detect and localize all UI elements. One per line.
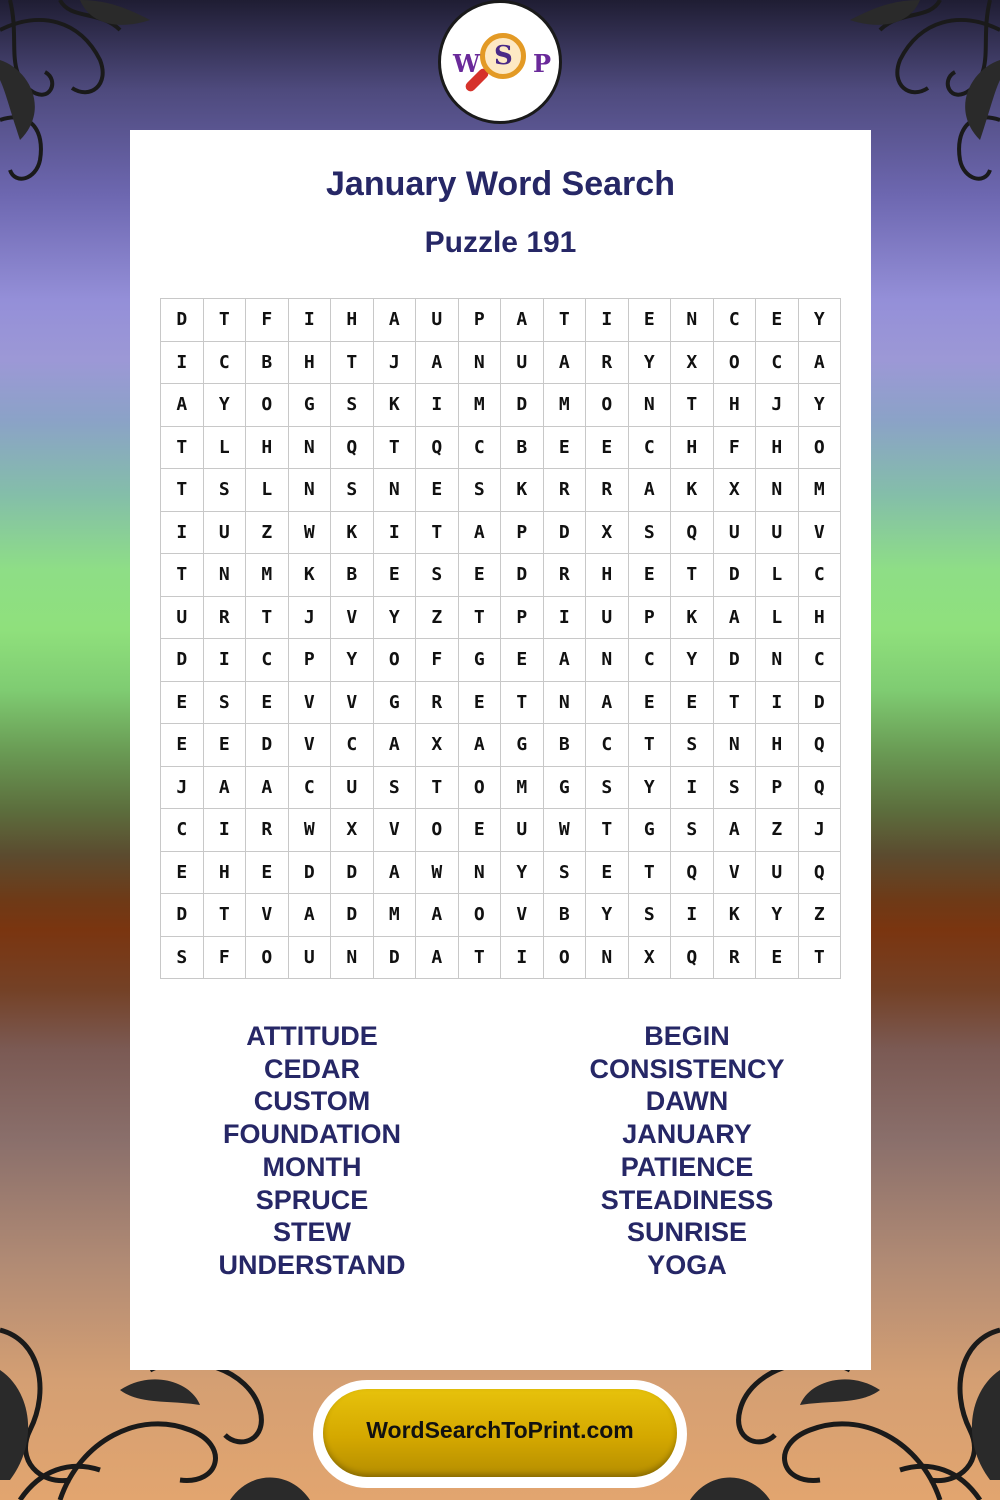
grid-cell[interactable]: A (289, 894, 332, 937)
grid-cell[interactable]: Y (671, 639, 714, 682)
grid-cell[interactable]: E (246, 852, 289, 895)
grid-cell[interactable]: F (246, 299, 289, 342)
grid-cell[interactable]: T (161, 469, 204, 512)
grid-cell[interactable]: A (416, 342, 459, 385)
grid-cell[interactable]: I (501, 937, 544, 980)
grid-cell[interactable]: D (374, 937, 417, 980)
grid-cell[interactable]: T (459, 597, 502, 640)
grid-cell[interactable]: I (416, 384, 459, 427)
grid-cell[interactable]: C (459, 427, 502, 470)
grid-cell[interactable]: A (204, 767, 247, 810)
logo-letter-s: S (494, 41, 513, 71)
grid-cell[interactable]: E (204, 724, 247, 767)
word-list-item: DAWN (645, 1086, 729, 1117)
grid-cell[interactable]: A (374, 724, 417, 767)
grid-cell[interactable]: C (799, 554, 842, 597)
grid-cell[interactable]: N (204, 554, 247, 597)
grid-cell[interactable]: Y (501, 852, 544, 895)
grid-cell[interactable]: W (416, 852, 459, 895)
grid-cell[interactable]: Y (799, 384, 842, 427)
grid-cell[interactable]: I (544, 597, 587, 640)
grid-cell[interactable]: N (629, 384, 672, 427)
grid-cell[interactable]: E (501, 639, 544, 682)
grid-cell[interactable]: E (629, 554, 672, 597)
grid-cell[interactable]: T (331, 342, 374, 385)
word-list-item: YOGA (647, 1249, 727, 1280)
grid-cell[interactable]: C (799, 639, 842, 682)
grid-cell[interactable]: Y (756, 894, 799, 937)
grid-cell[interactable]: M (799, 469, 842, 512)
grid-cell[interactable]: H (204, 852, 247, 895)
grid-cell[interactable]: S (544, 852, 587, 895)
grid-cell[interactable]: H (671, 427, 714, 470)
grid-cell[interactable]: E (586, 427, 629, 470)
grid-cell[interactable]: S (629, 512, 672, 555)
grid-cell[interactable]: D (246, 724, 289, 767)
grid-cell[interactable]: D (544, 512, 587, 555)
grid-cell[interactable]: F (416, 639, 459, 682)
grid-cell[interactable]: Y (204, 384, 247, 427)
grid-cell[interactable]: X (671, 342, 714, 385)
grid-cell[interactable]: Y (331, 639, 374, 682)
puzzle-number: Puzzle 191 (424, 226, 577, 259)
grid-cell[interactable]: H (756, 427, 799, 470)
grid-cell[interactable]: N (714, 724, 757, 767)
grid-cell[interactable]: S (161, 937, 204, 980)
grid-cell[interactable]: B (501, 427, 544, 470)
grid-cell[interactable]: T (629, 852, 672, 895)
grid-cell[interactable]: J (799, 809, 842, 852)
grid-cell[interactable]: G (501, 724, 544, 767)
grid-cell[interactable]: O (246, 937, 289, 980)
grid-cell[interactable]: E (629, 299, 672, 342)
grid-cell[interactable]: T (161, 427, 204, 470)
word-list-left (127, 1020, 497, 1282)
grid-cell[interactable]: R (586, 342, 629, 385)
page-title: January Word Search (326, 165, 675, 203)
grid-cell[interactable]: N (459, 342, 502, 385)
grid-cell[interactable]: N (756, 639, 799, 682)
grid-cell[interactable]: K (331, 512, 374, 555)
grid-cell[interactable]: G (289, 384, 332, 427)
grid-cell[interactable]: T (629, 724, 672, 767)
grid-cell[interactable]: U (331, 767, 374, 810)
grid-cell[interactable]: Y (799, 299, 842, 342)
grid-cell[interactable]: U (501, 809, 544, 852)
grid-cell[interactable]: E (756, 299, 799, 342)
word-list-item: STEW (273, 1217, 351, 1248)
grid-cell[interactable]: P (756, 767, 799, 810)
grid-cell[interactable]: E (586, 852, 629, 895)
grid-cell[interactable]: P (501, 512, 544, 555)
grid-cell[interactable]: T (374, 427, 417, 470)
grid-cell[interactable]: E (161, 724, 204, 767)
grid-cell[interactable]: D (501, 554, 544, 597)
word-list-item: SPRUCE (255, 1184, 369, 1215)
grid-cell[interactable]: M (374, 894, 417, 937)
grid-cell[interactable]: I (161, 512, 204, 555)
grid-cell[interactable]: T (501, 682, 544, 725)
grid-cell[interactable]: R (586, 469, 629, 512)
grid-cell[interactable]: I (161, 342, 204, 385)
grid-cell[interactable]: Q (671, 937, 714, 980)
grid-cell[interactable]: Z (756, 809, 799, 852)
grid-cell[interactable]: E (416, 469, 459, 512)
grid-cell[interactable]: S (204, 682, 247, 725)
grid-cell[interactable]: S (416, 554, 459, 597)
grid-cell[interactable]: T (799, 937, 842, 980)
word-list-item: FOUNDATION (223, 1119, 401, 1150)
grid-cell[interactable]: H (586, 554, 629, 597)
grid-cell[interactable]: B (544, 724, 587, 767)
grid-cell[interactable]: M (501, 767, 544, 810)
grid-cell[interactable]: N (544, 682, 587, 725)
grid-cell[interactable]: U (501, 342, 544, 385)
grid-cell[interactable]: V (331, 597, 374, 640)
grid-cell[interactable]: G (629, 809, 672, 852)
grid-cell[interactable]: N (374, 469, 417, 512)
grid-cell[interactable]: Q (671, 512, 714, 555)
grid-cell[interactable]: D (799, 682, 842, 725)
grid-cell[interactable]: D (289, 852, 332, 895)
grid-cell[interactable]: U (756, 512, 799, 555)
grid-cell[interactable]: S (714, 767, 757, 810)
grid-cell[interactable]: N (331, 937, 374, 980)
grid-cell[interactable]: X (586, 512, 629, 555)
grid-cell[interactable]: L (246, 469, 289, 512)
grid-cell[interactable]: Y (586, 894, 629, 937)
grid-cell[interactable]: S (671, 809, 714, 852)
grid-cell[interactable]: C (161, 809, 204, 852)
grid-cell[interactable]: T (586, 809, 629, 852)
grid-cell[interactable]: Z (416, 597, 459, 640)
grid-cell[interactable]: G (544, 767, 587, 810)
grid-cell[interactable]: D (714, 554, 757, 597)
grid-cell[interactable]: N (756, 469, 799, 512)
grid-cell[interactable]: C (629, 639, 672, 682)
grid-cell[interactable]: I (204, 809, 247, 852)
grid-cell[interactable]: P (289, 639, 332, 682)
grid-cell[interactable]: T (671, 554, 714, 597)
grid-cell[interactable]: S (629, 894, 672, 937)
grid-cell[interactable]: E (459, 682, 502, 725)
grid-cell[interactable]: N (671, 299, 714, 342)
grid-cell[interactable]: I (374, 512, 417, 555)
grid-cell[interactable]: E (246, 682, 289, 725)
grid-cell[interactable]: R (544, 554, 587, 597)
grid-cell[interactable]: O (586, 384, 629, 427)
grid-cell[interactable]: H (799, 597, 842, 640)
word-list-item: STEADINESS (600, 1184, 774, 1215)
grid-cell[interactable]: S (459, 469, 502, 512)
grid-cell[interactable]: L (756, 597, 799, 640)
grid-cell[interactable]: N (289, 469, 332, 512)
grid-cell[interactable]: Q (799, 767, 842, 810)
grid-cell[interactable]: C (331, 724, 374, 767)
grid-cell[interactable]: A (374, 299, 417, 342)
grid-cell[interactable]: U (714, 512, 757, 555)
grid-cell[interactable]: I (289, 299, 332, 342)
grid-cell[interactable]: Y (629, 342, 672, 385)
grid-cell[interactable]: R (204, 597, 247, 640)
grid-cell[interactable]: K (289, 554, 332, 597)
grid-cell[interactable]: A (714, 597, 757, 640)
grid-cell[interactable]: G (374, 682, 417, 725)
grid-cell[interactable]: Y (629, 767, 672, 810)
grid-cell[interactable]: Q (799, 852, 842, 895)
grid-cell[interactable]: Q (671, 852, 714, 895)
grid-cell[interactable]: A (544, 639, 587, 682)
grid-cell[interactable]: E (629, 682, 672, 725)
grid-cell[interactable]: V (714, 852, 757, 895)
logo-letter-p: P (533, 49, 552, 78)
grid-cell[interactable]: O (544, 937, 587, 980)
grid-cell[interactable]: W (289, 809, 332, 852)
grid-cell[interactable]: O (246, 384, 289, 427)
grid-cell[interactable]: M (459, 384, 502, 427)
grid-cell[interactable]: C (289, 767, 332, 810)
grid-cell[interactable]: U (416, 299, 459, 342)
grid-cell[interactable]: Y (374, 597, 417, 640)
grid-cell[interactable]: H (246, 427, 289, 470)
grid-cell[interactable]: J (161, 767, 204, 810)
grid-cell[interactable]: S (331, 469, 374, 512)
grid-cell[interactable]: Z (246, 512, 289, 555)
grid-cell[interactable]: C (629, 427, 672, 470)
grid-cell[interactable]: D (161, 639, 204, 682)
grid-cell[interactable]: U (204, 512, 247, 555)
word-list-item: UNDERSTAND (218, 1249, 406, 1280)
grid-cell[interactable]: S (331, 384, 374, 427)
website-link[interactable]: WordSearchToPrint.com (366, 1417, 634, 1443)
grid-cell[interactable]: V (289, 724, 332, 767)
grid-cell[interactable]: B (544, 894, 587, 937)
grid-cell[interactable]: I (586, 299, 629, 342)
grid-cell[interactable]: A (416, 894, 459, 937)
grid-cell[interactable]: R (714, 937, 757, 980)
grid-cell[interactable]: X (416, 724, 459, 767)
grid-cell[interactable]: H (289, 342, 332, 385)
grid-cell[interactable]: H (331, 299, 374, 342)
grid-cell[interactable]: E (756, 937, 799, 980)
grid-cell[interactable]: Q (799, 724, 842, 767)
grid-cell[interactable]: N (586, 937, 629, 980)
grid-cell[interactable]: L (204, 427, 247, 470)
grid-cell[interactable]: Q (331, 427, 374, 470)
grid-cell[interactable]: E (459, 809, 502, 852)
grid-cell[interactable]: A (629, 469, 672, 512)
grid-cell[interactable]: V (799, 512, 842, 555)
grid-cell[interactable]: C (756, 342, 799, 385)
grid-cell[interactable]: A (799, 342, 842, 385)
grid-cell[interactable]: W (544, 809, 587, 852)
grid-cell[interactable]: T (204, 894, 247, 937)
grid-cell[interactable]: E (459, 554, 502, 597)
grid-cell[interactable]: C (714, 299, 757, 342)
grid-cell[interactable]: A (714, 809, 757, 852)
grid-cell[interactable]: D (161, 299, 204, 342)
grid-cell[interactable]: J (374, 342, 417, 385)
grid-cell[interactable]: A (246, 767, 289, 810)
word-list-item: SUNRISE (626, 1217, 748, 1248)
grid-cell[interactable]: A (459, 512, 502, 555)
grid-cell[interactable]: M (246, 554, 289, 597)
letter-grid (160, 298, 841, 979)
grid-cell[interactable]: P (501, 597, 544, 640)
website-link-button[interactable] (323, 1389, 677, 1477)
grid-cell[interactable]: B (246, 342, 289, 385)
grid-cell[interactable]: U (756, 852, 799, 895)
word-list-item: CEDAR (263, 1053, 360, 1084)
grid-cell[interactable]: A (501, 299, 544, 342)
puzzle-card (130, 130, 871, 1370)
grid-cell[interactable]: O (416, 809, 459, 852)
grid-cell[interactable]: P (629, 597, 672, 640)
word-list-item: JANUARY (622, 1119, 752, 1150)
grid-cell[interactable]: K (671, 469, 714, 512)
grid-cell[interactable]: C (246, 639, 289, 682)
grid-cell[interactable]: T (161, 554, 204, 597)
grid-cell[interactable]: J (289, 597, 332, 640)
grid-cell[interactable]: E (161, 682, 204, 725)
grid-cell[interactable]: S (671, 724, 714, 767)
grid-cell[interactable]: K (671, 597, 714, 640)
word-list-item: ATTITUDE (246, 1021, 378, 1051)
word-list-item: CUSTOM (253, 1086, 371, 1117)
grid-cell[interactable]: D (331, 852, 374, 895)
grid-cell[interactable]: X (714, 469, 757, 512)
logo-letter-w: W (453, 49, 480, 78)
grid-cell[interactable]: I (756, 682, 799, 725)
grid-cell[interactable]: T (671, 384, 714, 427)
grid-cell[interactable]: Z (799, 894, 842, 937)
grid-cell[interactable]: E (671, 682, 714, 725)
grid-cell[interactable]: T (246, 597, 289, 640)
grid-cell[interactable]: V (246, 894, 289, 937)
grid-cell[interactable]: T (544, 299, 587, 342)
grid-cell[interactable]: F (204, 937, 247, 980)
grid-cell[interactable]: V (501, 894, 544, 937)
grid-cell[interactable]: T (204, 299, 247, 342)
grid-cell[interactable]: I (671, 767, 714, 810)
grid-cell[interactable]: N (459, 852, 502, 895)
word-list-item: MONTH (262, 1151, 362, 1182)
grid-cell[interactable]: T (459, 937, 502, 980)
grid-cell[interactable]: K (501, 469, 544, 512)
grid-cell[interactable]: H (756, 724, 799, 767)
grid-cell[interactable]: N (289, 427, 332, 470)
site-logo[interactable] (438, 0, 562, 124)
grid-cell[interactable]: C (586, 724, 629, 767)
grid-cell[interactable]: A (544, 342, 587, 385)
grid-cell[interactable]: V (331, 682, 374, 725)
grid-cell[interactable]: E (374, 554, 417, 597)
grid-cell[interactable]: O (374, 639, 417, 682)
grid-cell[interactable]: D (714, 639, 757, 682)
footer-badge (313, 1380, 687, 1488)
grid-cell[interactable]: T (416, 767, 459, 810)
grid-cell[interactable]: W (289, 512, 332, 555)
grid-cell[interactable]: H (714, 384, 757, 427)
grid-cell[interactable]: R (246, 809, 289, 852)
grid-cell[interactable]: M (544, 384, 587, 427)
grid-cell[interactable]: E (161, 852, 204, 895)
grid-cell[interactable]: P (459, 299, 502, 342)
grid-cell[interactable]: A (374, 852, 417, 895)
grid-cell[interactable]: V (374, 809, 417, 852)
grid-cell[interactable]: D (161, 894, 204, 937)
word-list-item: BEGIN (644, 1021, 730, 1051)
grid-cell[interactable]: U (586, 597, 629, 640)
grid-cell[interactable]: Q (416, 427, 459, 470)
grid-cell[interactable]: J (756, 384, 799, 427)
word-list-item: CONSISTENCY (589, 1053, 785, 1084)
word-list-right (502, 1020, 872, 1282)
grid-cell[interactable]: G (459, 639, 502, 682)
grid-cell[interactable]: S (204, 469, 247, 512)
grid-cell[interactable]: R (416, 682, 459, 725)
grid-cell[interactable]: O (459, 767, 502, 810)
grid-cell[interactable]: A (459, 724, 502, 767)
grid-cell[interactable]: D (331, 894, 374, 937)
grid-cell[interactable]: L (756, 554, 799, 597)
grid-cell[interactable]: T (416, 512, 459, 555)
grid-cell[interactable]: U (289, 937, 332, 980)
grid-cell[interactable]: A (416, 937, 459, 980)
grid-cell[interactable]: C (204, 342, 247, 385)
grid-cell[interactable]: A (586, 682, 629, 725)
grid-cell[interactable]: O (714, 342, 757, 385)
grid-cell[interactable]: R (544, 469, 587, 512)
grid-cell[interactable]: I (204, 639, 247, 682)
grid-cell[interactable]: D (501, 384, 544, 427)
grid-cell[interactable]: S (374, 767, 417, 810)
grid-cell[interactable]: K (374, 384, 417, 427)
grid-cell[interactable]: B (331, 554, 374, 597)
grid-cell[interactable]: I (671, 894, 714, 937)
grid-cell[interactable]: U (161, 597, 204, 640)
grid-cell[interactable]: E (544, 427, 587, 470)
grid-cell[interactable]: O (799, 427, 842, 470)
word-list-item: PATIENCE (620, 1151, 754, 1182)
grid-cell[interactable]: F (714, 427, 757, 470)
grid-cell[interactable]: K (714, 894, 757, 937)
grid-cell[interactable]: N (586, 639, 629, 682)
grid-cell[interactable]: T (714, 682, 757, 725)
grid-cell[interactable]: X (331, 809, 374, 852)
grid-cell[interactable]: O (459, 894, 502, 937)
grid-cell[interactable]: S (586, 767, 629, 810)
grid-cell[interactable]: A (161, 384, 204, 427)
grid-cell[interactable]: V (289, 682, 332, 725)
grid-cell[interactable]: X (629, 937, 672, 980)
